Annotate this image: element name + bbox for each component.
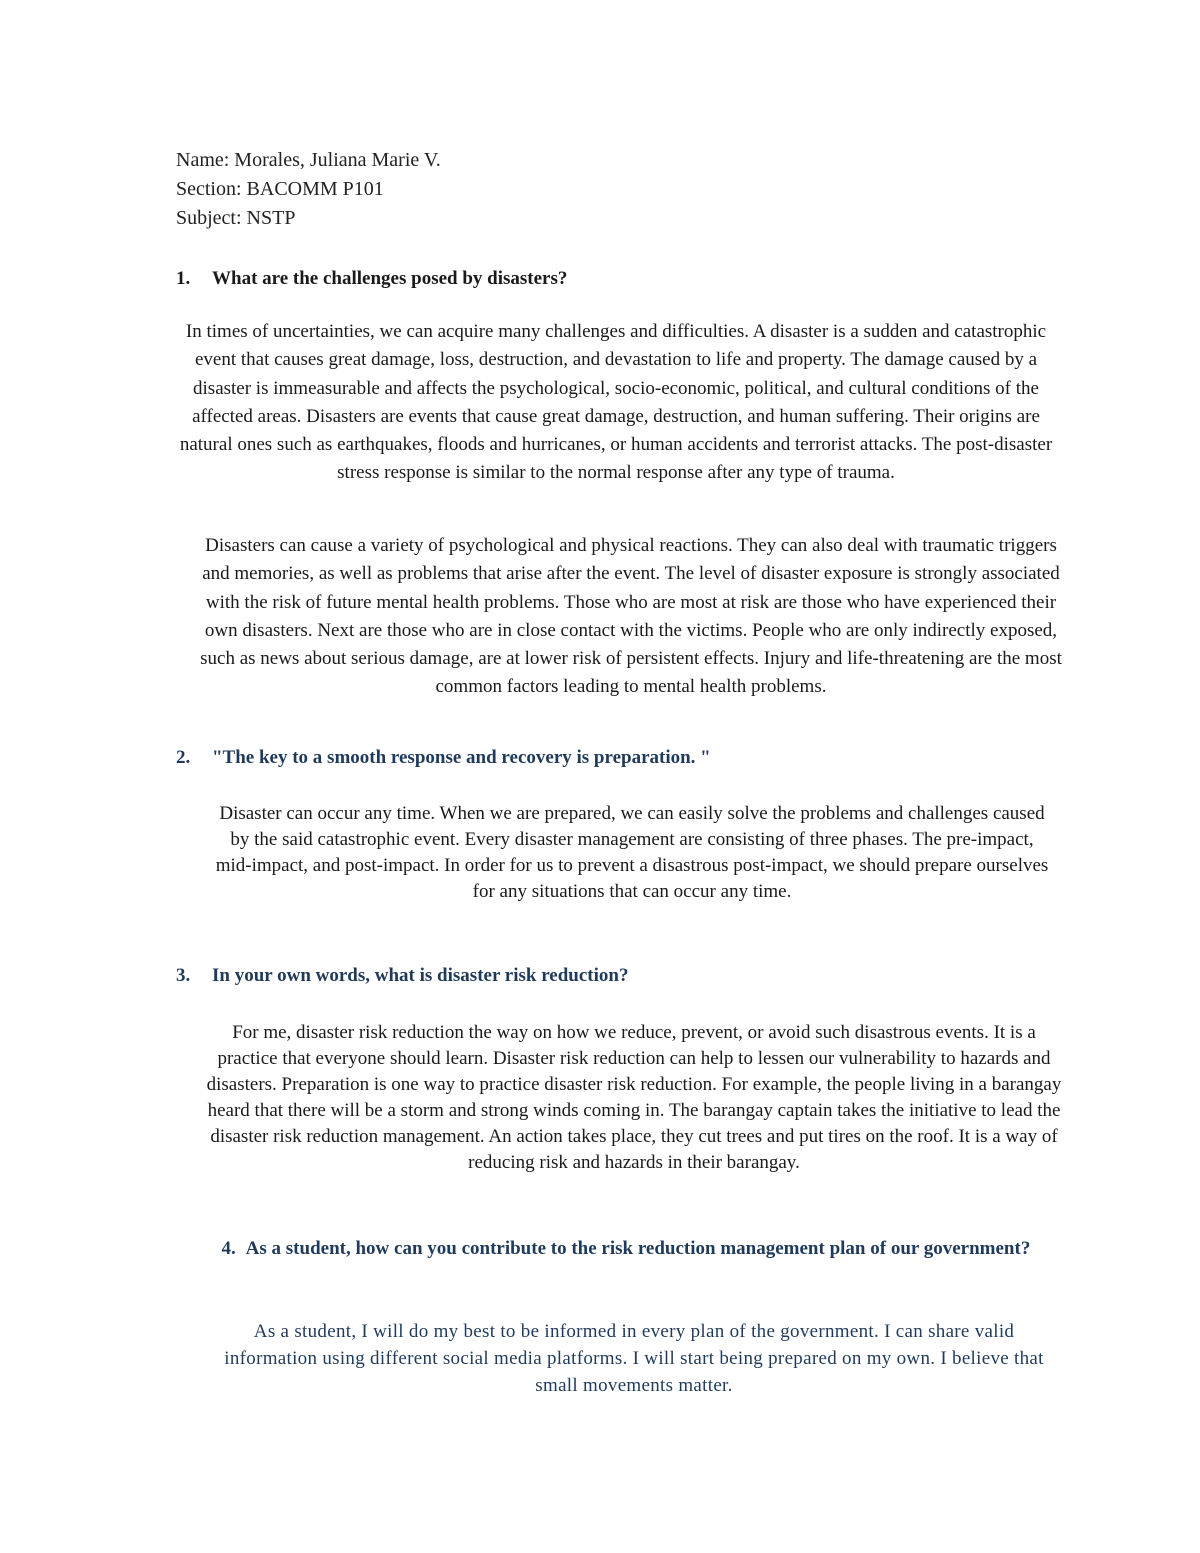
- question-2-number: 2.: [176, 747, 191, 768]
- student-name: Name: Morales, Juliana Marie V.: [176, 149, 441, 171]
- question-4-number: 4.: [221, 1238, 236, 1259]
- question-2-text: "The key to a smooth response and recovery is preparation. ": [212, 747, 711, 768]
- question-3-text: In your own words, what is disaster risk reduction?: [212, 965, 629, 986]
- answer-2: Disaster can occur any time. When we are prepared, we can easily solve the problems and challenges caused by the said catastrophic event. Every disaster management are consisting of three phases. The pre-impact, mid-impact, and post-impact. In order for us to prevent a disastrous post-impact, we should prepare ourselves for any situations that can occur any time.: [215, 803, 1049, 902]
- question-1-number: 1.: [176, 268, 191, 289]
- question-1-text: What are the challenges posed by disasters?: [212, 268, 568, 289]
- answer-1-paragraph-2: Disasters can cause a variety of psychological and physical reactions. They can also deal with traumatic triggers and memories, as well as problems that arise after the event. The level of disaster exposure is strongly associated with the risk of future mental health problems. Those who are most at risk are those who have experienced their own disasters. Next are those who are in close contact with the victims. People who are only indirectly exposed, such as news about serious damage, are at lower risk of persistent effects. Injury and life-threatening are the most common factors leading to mental health problems.: [200, 535, 1062, 698]
- student-section: Section: BACOMM P101: [176, 178, 384, 200]
- question-3-number: 3.: [176, 965, 191, 986]
- student-info: [176, 146, 441, 233]
- answer-3: For me, disaster risk reduction the way on how we reduce, prevent, or avoid such disastrous events. It is a practice that everyone should learn. Disaster risk reduction can help to lessen our vulnerability to hazards and disasters. Preparation is one way to practice disaster risk reduction. For example, the people living in a barangay heard that there will be a storm and strong winds coming in. The barangay captain takes the initiative to lead the disaster risk reduction management. An action takes place, they cut trees and put tires on the roof. It is a way of reducing risk and hazards in their barangay.: [206, 1022, 1062, 1173]
- answer-1-paragraph-1: In times of uncertainties, we can acquire many challenges and difficulties. A disaster is a sudden and catastrophic event that causes great damage, loss, destruction, and devastation to life and property. The damage caused by a disaster is immeasurable and affects the psychological, socio-economic, political, and cultural conditions of the affected areas. Disasters are events that cause great damage, destruction, and human suffering. Their origins are natural ones such as earthquakes, floods and hurricanes, or human accidents and terrorist attacks. The post-disaster stress response is similar to the normal response after any type of trauma.: [179, 321, 1053, 484]
- question-4-text: As a student, how can you contribute to the risk reduction management plan of our government?: [245, 1238, 1031, 1259]
- student-subject: Subject: NSTP: [176, 207, 296, 229]
- question-2: [176, 745, 711, 771]
- question-3: [176, 963, 628, 989]
- answer-4: As a student, I will do my best to be informed in every plan of the government. I can share valid information using different social media platforms. I will start being prepared on my own. I believe that small movements matter.: [224, 1321, 1044, 1396]
- question-4: [186, 1236, 1056, 1262]
- question-1: [176, 266, 567, 292]
